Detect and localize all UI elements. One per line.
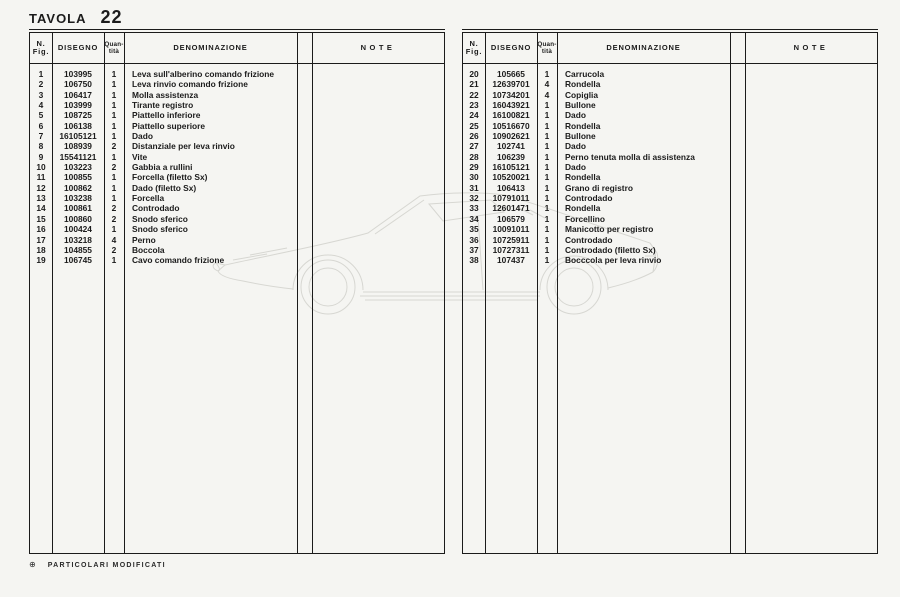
cell-disegno: 106138 [64,120,92,131]
table-row [30,121,444,131]
cell-denominazione: Rondella [565,79,601,90]
cell-quantity: 1 [544,244,550,255]
cell-fig-number: 6 [38,120,44,131]
cell-denominazione: Dado [565,141,586,152]
column-header-fig [30,33,52,63]
cell-quantity: 1 [544,234,550,245]
column-header-qty [537,33,557,63]
cell-quantity: 2 [111,213,117,224]
table-row [463,203,877,213]
cell-denominazione: Dado (filetto Sx) [132,182,197,193]
column-header-note: NOTE [793,42,829,52]
table-top-rule [462,29,878,30]
header-qty-line2: tità [108,48,120,55]
cell-denominazione: Rondella [565,120,601,131]
cell-fig-number: 7 [38,131,44,142]
cell-disegno: 100862 [64,182,92,193]
cell-disegno: 10725911 [492,234,530,245]
cell-fig-number: 11 [36,172,46,183]
table-row [30,183,444,193]
parts-table-right [462,29,878,554]
cell-fig-number: 16 [36,224,46,235]
table-row [463,69,877,79]
cell-disegno: 108725 [64,110,92,121]
table-row [30,131,444,141]
cell-fig-number: 28 [469,151,479,162]
cell-fig-number: 8 [38,141,44,152]
cell-quantity: 1 [111,224,117,235]
cell-disegno: 10791011 [492,193,530,204]
cell-fig-number: 22 [469,89,479,100]
cell-denominazione: Dado [565,110,586,121]
cell-fig-number: 5 [38,110,44,121]
cell-fig-number: 9 [38,151,44,162]
cell-fig-number: 10 [36,162,46,173]
cell-quantity: 1 [111,100,117,111]
cell-quantity: 1 [544,131,550,142]
cell-fig-number: 18 [36,244,46,255]
cell-denominazione: Snodo sferico [132,224,188,235]
cell-disegno: 16105121 [492,162,530,173]
table-row [463,193,877,203]
cell-quantity: 1 [111,79,117,90]
cell-denominazione: Molla assistenza [132,89,199,100]
table-row [30,172,444,182]
cell-disegno: 106413 [497,182,525,193]
column-header-disegno: DISEGNO [57,42,99,52]
cell-denominazione: Gabbia a rullini [132,162,193,173]
cell-disegno: 105665 [497,69,525,79]
table-row [463,235,877,245]
cell-quantity: 1 [544,100,550,111]
cell-disegno: 102741 [497,141,525,152]
cell-denominazione: Distanziale per leva rinvio [132,141,235,152]
cell-denominazione: Controdado (filetto Sx) [565,244,656,255]
column-header-denominazione: DENOMINAZIONE [173,42,248,52]
cell-fig-number: 12 [36,182,46,193]
cell-quantity: 4 [544,89,550,100]
cell-denominazione: Rondella [565,203,601,214]
cell-fig-number: 30 [469,172,479,183]
cell-quantity: 4 [111,234,117,245]
header-qty-line1: Quan- [537,41,557,48]
cell-fig-number: 36 [469,234,479,245]
cell-denominazione: Bocccola per leva rinvio [565,255,662,266]
cell-disegno: 106750 [64,79,92,90]
cell-disegno: 15541121 [59,151,97,162]
cell-fig-number: 19 [36,255,46,266]
cell-disegno: 108939 [64,141,92,152]
cell-quantity: 1 [544,69,550,79]
header-qty-line2: tità [541,48,553,55]
cell-denominazione: Forcella (filetto Sx) [132,172,208,183]
cell-disegno: 10091011 [492,224,530,235]
cell-quantity: 1 [544,193,550,204]
cell-denominazione: Cavo comando frizione [132,255,225,266]
modified-part-icon: ⊕ [29,560,36,569]
cell-fig-number: 27 [469,141,479,152]
cell-fig-number: 14 [36,203,46,214]
column-header-spacer [297,33,312,63]
cell-disegno: 16105121 [59,131,97,142]
table-row [30,100,444,110]
table-row [30,193,444,203]
cell-quantity: 1 [111,255,117,266]
cell-quantity: 4 [544,79,550,90]
cell-quantity: 1 [544,203,550,214]
cell-disegno: 106745 [64,255,92,266]
table-body [463,63,877,553]
cell-disegno: 106417 [64,89,92,100]
cell-denominazione: Leva rinvio comando frizione [132,79,248,90]
cell-quantity: 1 [111,131,117,142]
cell-fig-number: 25 [469,120,479,131]
cell-fig-number: 29 [469,162,479,173]
cell-disegno: 106239 [497,151,525,162]
cell-fig-number: 2 [38,79,44,90]
cell-quantity: 1 [544,120,550,131]
table-row [463,224,877,234]
cell-fig-number: 38 [469,255,479,266]
table-row [463,131,877,141]
cell-denominazione: Forcella [132,193,165,204]
table-row [463,141,877,151]
cell-denominazione: Piattello inferiore [132,110,201,121]
cell-denominazione: Copiglia [565,89,599,100]
table-row [30,162,444,172]
header-fig-line2: Fig. [32,47,50,56]
cell-denominazione: Controdado [565,234,613,245]
table-row [463,152,877,162]
cell-fig-number: 35 [469,224,479,235]
column-header-qty [104,33,124,63]
cell-fig-number: 17 [36,234,46,245]
cell-fig-number: 34 [469,213,479,224]
cell-disegno: 107437 [497,255,525,266]
cell-disegno: 10734201 [492,89,530,100]
cell-quantity: 1 [111,182,117,193]
table-row [30,224,444,234]
table-row [30,110,444,120]
cell-disegno: 12639701 [492,79,530,90]
table-row [30,90,444,100]
parts-table-left [29,29,445,554]
cell-quantity: 1 [111,89,117,100]
cell-quantity: 1 [544,213,550,224]
cell-denominazione: Carrucola [565,69,605,79]
cell-quantity: 1 [544,151,550,162]
cell-disegno: 10727311 [492,244,530,255]
cell-fig-number: 1 [38,69,44,79]
cell-disegno: 104855 [64,244,92,255]
cell-denominazione: Snodo sferico [132,213,188,224]
cell-fig-number: 26 [469,131,479,142]
table-row [30,203,444,213]
cell-quantity: 1 [111,193,117,204]
cell-disegno: 106579 [497,213,525,224]
table-row [30,255,444,265]
table-frame [29,32,445,554]
cell-disegno: 103995 [64,69,92,79]
cell-denominazione: Perno tenuta molla di assistenza [565,151,695,162]
table-row [463,172,877,182]
cell-quantity: 2 [111,203,117,214]
page-title [29,7,123,28]
footer-text: PARTICOLARI MODIFICATI [47,561,166,569]
cell-denominazione: Bullone [565,100,596,111]
table-row [463,100,877,110]
cell-quantity: 1 [111,151,117,162]
cell-disegno: 10902621 [492,131,530,142]
cell-quantity: 1 [544,141,550,152]
table-row [463,110,877,120]
cell-quantity: 2 [111,244,117,255]
table-row [30,69,444,79]
cell-denominazione: Manicotto per registro [565,224,654,235]
table-row [30,214,444,224]
table-top-rule [29,29,445,30]
cell-disegno: 16100821 [492,110,530,121]
footer-legend [29,561,166,569]
cell-denominazione: Leva sull'alberino comando frizione [132,69,275,79]
cell-disegno: 103238 [64,193,92,204]
header-qty-line1: Quan- [104,41,124,48]
table-frame [462,32,878,554]
column-header-disegno: DISEGNO [490,42,532,52]
cell-denominazione: Vite [132,151,148,162]
cell-quantity: 1 [544,255,550,266]
cell-fig-number: 20 [469,69,479,79]
cell-fig-number: 15 [36,213,46,224]
cell-fig-number: 13 [36,193,46,204]
cell-fig-number: 37 [469,244,479,255]
title-label: TAVOLA [29,11,87,26]
table-row [463,245,877,255]
column-header-denominazione: DENOMINAZIONE [606,42,681,52]
cell-disegno: 12601471 [492,203,530,214]
cell-disegno: 103999 [64,100,92,111]
table-row [30,79,444,89]
header-fig-line1: N. [36,38,46,48]
cell-quantity: 2 [111,141,117,152]
column-header-fig [463,33,485,63]
table-body [30,63,444,553]
cell-denominazione: Controdado [565,193,613,204]
table-row [463,183,877,193]
table-row [463,214,877,224]
column-header-note: NOTE [360,42,396,52]
cell-denominazione: Forcellino [565,213,606,224]
cell-disegno: 100861 [64,203,92,214]
cell-disegno: 10520021 [492,172,530,183]
table-row [463,90,877,100]
cell-quantity: 1 [544,224,550,235]
cell-denominazione: Dado [565,162,586,173]
cell-fig-number: 3 [38,89,44,100]
cell-disegno: 100855 [64,172,92,183]
cell-quantity: 1 [111,69,117,79]
cell-denominazione: Rondella [565,172,601,183]
cell-denominazione: Dado [132,131,153,142]
cell-disegno: 100860 [64,213,92,224]
cell-denominazione: Controdado [132,203,180,214]
cell-denominazione: Grano di registro [565,182,633,193]
table-row [30,235,444,245]
table-row [463,255,877,265]
cell-fig-number: 21 [469,79,479,90]
cell-disegno: 103223 [64,162,92,173]
cell-quantity: 1 [544,162,550,173]
cell-quantity: 1 [111,110,117,121]
cell-disegno: 10516670 [492,120,530,131]
header-fig-line2: Fig. [465,47,483,56]
cell-denominazione: Boccola [132,244,165,255]
cell-fig-number: 33 [469,203,479,214]
table-row [30,141,444,151]
cell-denominazione: Piattello superiore [132,120,206,131]
table-row [463,162,877,172]
column-header-spacer [730,33,745,63]
cell-quantity: 1 [544,182,550,193]
cell-disegno: 16043921 [492,100,530,111]
cell-fig-number: 23 [469,100,479,111]
cell-fig-number: 24 [469,110,479,121]
header-fig-line1: N. [469,38,479,48]
cell-fig-number: 31 [469,182,479,193]
cell-denominazione: Perno [132,234,156,245]
cell-quantity: 1 [544,172,550,183]
cell-disegno: 100424 [64,224,92,235]
cell-quantity: 1 [544,110,550,121]
cell-quantity: 2 [111,162,117,173]
cell-quantity: 1 [111,120,117,131]
table-header [463,33,877,64]
table-row [30,152,444,162]
cell-denominazione: Bullone [565,131,596,142]
table-row [30,245,444,255]
cell-denominazione: Tirante registro [132,100,194,111]
table-row [463,121,877,131]
title-number: 22 [100,7,123,27]
table-header [30,33,444,64]
cell-fig-number: 4 [38,100,44,111]
table-row [463,79,877,89]
cell-fig-number: 32 [469,193,479,204]
cell-quantity: 1 [111,172,117,183]
cell-disegno: 103218 [64,234,92,245]
